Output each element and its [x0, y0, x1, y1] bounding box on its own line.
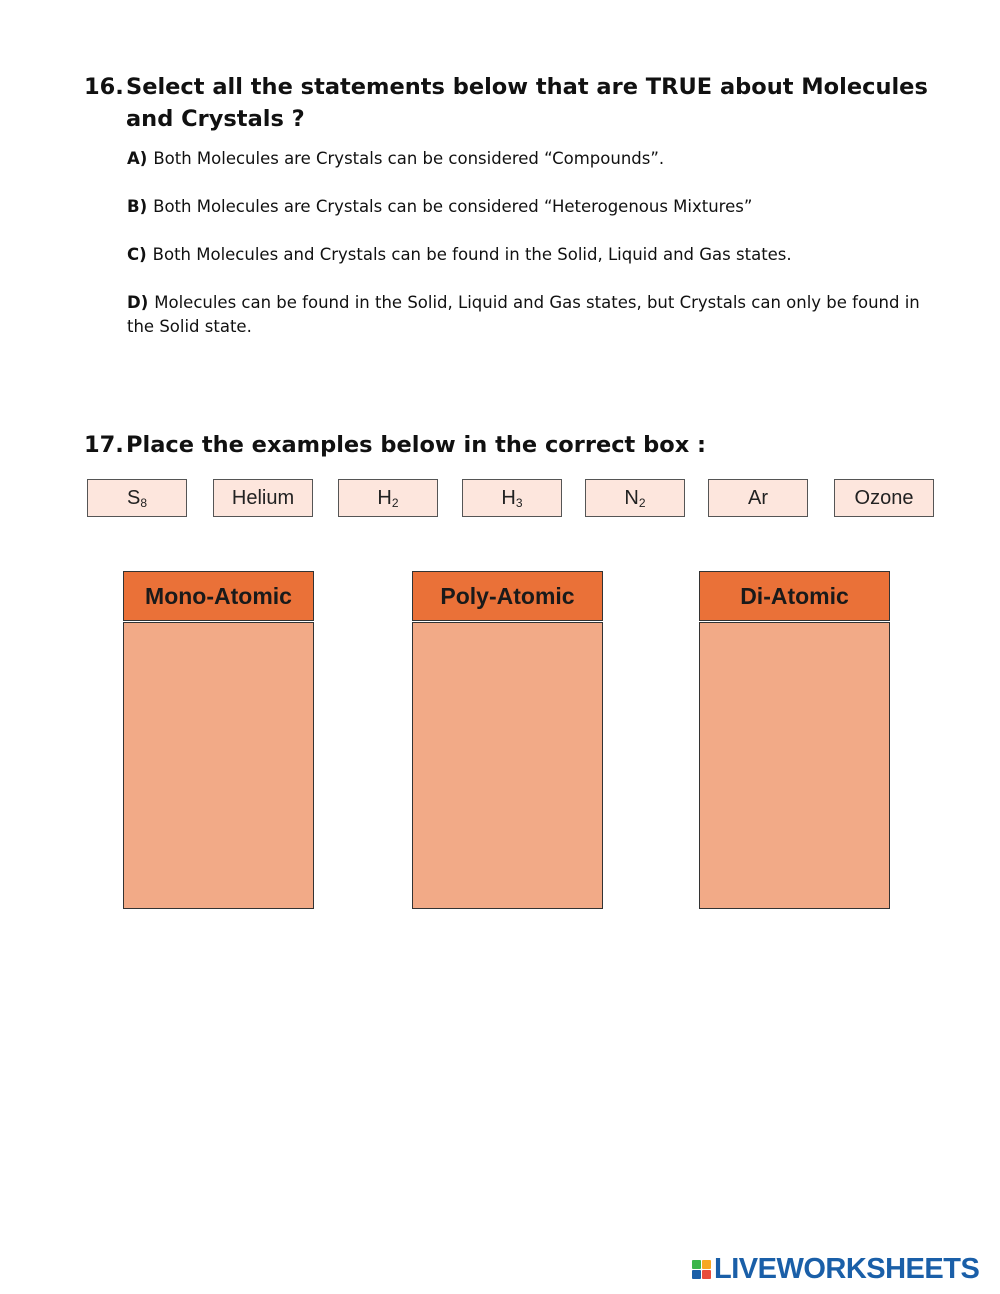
drag-item-h3[interactable] — [462, 479, 562, 517]
option-letter: A) — [127, 149, 148, 168]
item-label: Ar — [748, 486, 768, 509]
question-text: Place the examples below in the correct box : — [126, 432, 707, 458]
drag-item-helium[interactable] — [213, 479, 313, 517]
option-letter: C) — [127, 245, 147, 264]
drop-zone-poly-atomic[interactable] — [412, 622, 603, 909]
item-label: H — [377, 486, 392, 509]
question-17-heading — [84, 429, 944, 461]
question-16-heading — [84, 71, 944, 135]
logo-square — [692, 1270, 701, 1279]
item-subscript: 8 — [140, 496, 148, 510]
liveworksheets-logo — [692, 1252, 979, 1286]
question-number: 17. — [84, 432, 124, 458]
question-text: Select all the statements below that are TRUE about Molecules and Crystals ? — [126, 74, 928, 132]
drag-item-ozone[interactable] — [834, 479, 934, 517]
logo-mark-icon — [692, 1260, 711, 1279]
drag-item-h2[interactable] — [338, 479, 438, 517]
logo-square — [702, 1260, 711, 1269]
option-text: Both Molecules are Crystals can be considered “Compounds”. — [153, 149, 665, 168]
item-label: Helium — [231, 486, 295, 509]
option-c[interactable] — [127, 243, 942, 267]
drag-item-s8[interactable] — [87, 479, 187, 517]
logo-square — [692, 1260, 701, 1269]
option-a[interactable] — [127, 147, 942, 171]
category-header-poly-atomic: Poly-Atomic — [412, 571, 603, 621]
option-text: Molecules can be found in the Solid, Liquid and Gas states, but Crystals can only be found in the Solid state. — [127, 293, 920, 336]
category-header-mono-atomic: Mono-Atomic — [123, 571, 314, 621]
drop-zone-di-atomic[interactable] — [699, 622, 890, 909]
category-header-di-atomic: Di-Atomic — [699, 571, 890, 621]
option-b[interactable] — [127, 195, 942, 219]
question-number: 16. — [84, 74, 124, 100]
drag-item-ar[interactable] — [708, 479, 808, 517]
item-label: S — [126, 486, 141, 509]
logo-square — [702, 1270, 711, 1279]
item-label: H — [501, 486, 516, 509]
item-subscript: 2 — [391, 496, 399, 510]
option-letter: B) — [127, 197, 148, 216]
item-subscript: 3 — [515, 496, 523, 510]
drop-zone-mono-atomic[interactable] — [123, 622, 314, 909]
option-letter: D) — [127, 293, 149, 312]
item-label: N — [624, 486, 639, 509]
option-d[interactable] — [127, 291, 942, 339]
option-text: Both Molecules are Crystals can be considered “Heterogenous Mixtures” — [153, 197, 753, 216]
logo-text: LIVEWORKSHEETS — [714, 1252, 980, 1285]
item-subscript: 2 — [638, 496, 646, 510]
drag-item-n2[interactable] — [585, 479, 685, 517]
option-text: Both Molecules and Crystals can be found in the Solid, Liquid and Gas states. — [152, 245, 792, 264]
item-label: Ozone — [854, 486, 914, 509]
